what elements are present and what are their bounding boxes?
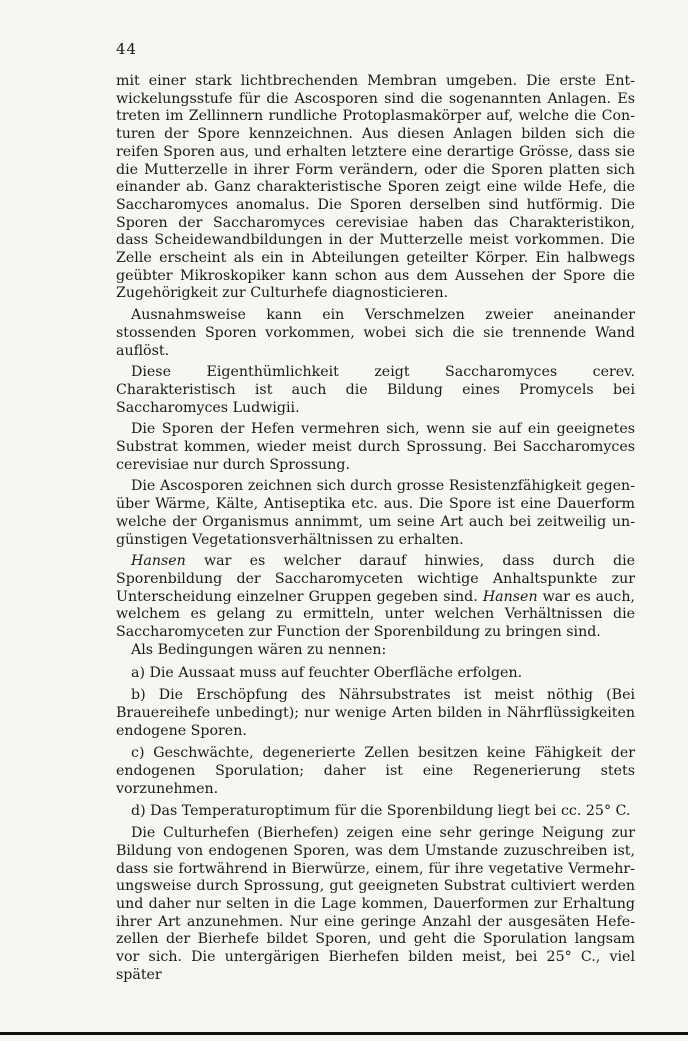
condition-item-a: a) Die Aussaat muss auf feuchter Oberfläche erfolgen. — [131, 664, 523, 681]
paragraph-spore-fusion: Ausnahmsweise kann ein Verschmelzen zweier aneinander stossenden Sporen vorkommen, wobei sich die sie trennende Wand auflöst. — [116, 307, 635, 359]
hansen-text-part2: war es auch, welchem es gelang zu ermitteln, unter welchen Verhältnissen die Saccharomyceten zur Function der Sporenbildung zu bringen sind. — [116, 588, 636, 641]
paragraph-promycel: Diese Eigenthümlichkeit zeigt Saccharomyces cerev. Charakteristisch ist auch die Bildung eines Promycels bei Saccharomyces Ludwigii. — [116, 364, 635, 416]
paragraph-spore-development: mit einer stark lichtbrechenden Membran umgeben. Die erste Entwickelungsstufe für die Ascosporen sind die sogenannten Anlagen. Es treten im Zellinnern rundliche Protoplasmakörper auf, welche die Conturen der Spore kennzeichnen. Aus diesen Anlagen bilden sich die reifen Sporen aus, und erhalten letztere eine derartige Grösse, dass sie die Mutterzelle in ihrer Form verändern, oder die Sporen platten sich einander ab. Ganz charakteristische Sporen zeigt eine wilde Hefe, die Saccharomyces anomalus. Die Sporen derselben sind hutförmig. Die Sporen der Saccharomyces cerevisiae haben das Charakteristikon, dass Scheidewandbildungen in der Mutterzelle meist vorkommen. Die Zelle erscheint als ein in Abteilungen geteilter Körper. Ein halbwegs geübter Mikroskopiker kann schon aus dem Aussehen der Spore die Zugehörigkeit zur Culturhefe diagnosticieren. — [116, 73, 635, 302]
author-name: Hansen — [482, 588, 538, 605]
conditions-intro: Als Bedingungen wären zu nennen: — [131, 641, 387, 658]
author-name: Hansen — [131, 553, 186, 570]
condition-item-d: d) Das Temperaturoptimum für die Sporenbildung liegt bei cc. 25° C. — [131, 803, 631, 820]
page-bottom-border — [0, 1032, 688, 1035]
paragraph-culture-yeasts: Die Culturhefen (Bierhefen) zeigen eine sehr geringe Neigung zur Bildung von endogenen Sporen, was dem Umstande zuzuschreiben ist, dass sie fortwährend in Bierwürze, einem, für ihre vegetative Vermehrungsweise durch Sprossung, gut geeigneten Substrat cultiviert werden und daher nur selten in die Lage kommen, Dauerformen zur Erhaltung ihrer Art anzunehmen. Nur eine geringe Anzahl der ausgesäten Hefezellen der Bierhefe bildet Sporen, und geht die Sporulation langsam vor sich. Die untergärigen Bierhefen bilden meist, bei 25° C., viel später — [116, 825, 635, 983]
paragraph-ascospore-resistance: Die Ascosporen zeichnen sich durch grosse Resistenzfähigkeit gegenüber Wärme, Kälte, Antiseptika etc. aus. Die Spore ist eine Dauerform welche der Organismus annimmt, um seine Art auch bei zeitweilig ungünstigen Vegetationsverhältnissen zu erhalten. — [116, 478, 635, 548]
hansen-text-part1: war es welcher darauf hinwies, dass durch die Sporenbildung der Saccharomyceten wichtige Anhaltspunkte zur Unterscheidung einzelner Gruppen gegeben sind. — [116, 553, 635, 605]
paragraph-hansen — [116, 553, 635, 642]
body-text — [116, 73, 635, 984]
page-number: 44 — [116, 40, 138, 58]
condition-item-b: b) Die Erschöpfung des Nährsubstrates ist meist nöthig (Bei Brauereihefe unbedingt); nur wenige Arten bilden in Nährflüssigkeiten endogene Sporen. — [116, 687, 635, 739]
paragraph-spore-multiplication: Die Sporen der Hefen vermehren sich, wenn sie auf ein geeignetes Substrat kommen, wieder meist durch Sprossung. Bei Saccharomyces cerevisiae nur durch Sprossung. — [116, 421, 635, 473]
condition-item-c: c) Geschwächte, degenerierte Zellen besitzen keine Fähigkeit der endogenen Sporulation; daher ist eine Regenerierung stets vorzunehmen. — [116, 745, 635, 797]
